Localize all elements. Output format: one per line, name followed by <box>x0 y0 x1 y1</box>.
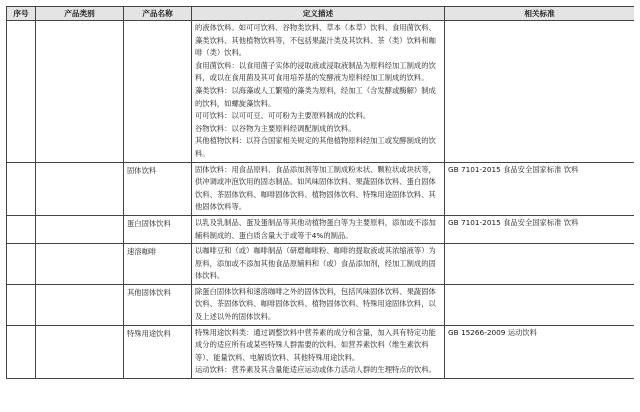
category-cell <box>36 215 124 243</box>
standard-cell <box>445 244 635 285</box>
definition-paragraph: 的液体饮料。如可可饮料、谷物类饮料、草本（本草）饮料、食用菌饮料、藻类饮料、其他植物饮料等，不包括果蔬汁类及其饮料、茶（类）饮料和咖啡（类）饮料。 <box>195 23 436 58</box>
definition-cell <box>192 21 445 163</box>
standard-cell: GB 7101-2015 食品安全国家标准 饮料 <box>445 162 635 215</box>
product-standards-table <box>6 6 634 379</box>
header-product-name: 产品名称 <box>124 7 192 21</box>
product-name-cell: 速溶咖啡 <box>124 244 192 285</box>
product-name-cell: 固体饮料 <box>124 162 192 215</box>
standards-table-page <box>6 6 634 412</box>
serial-cell <box>7 325 36 378</box>
header-related-standard: 相关标准 <box>445 7 635 21</box>
standard-cell <box>445 21 635 163</box>
serial-cell <box>7 215 36 243</box>
definition-cell <box>192 325 445 378</box>
definition-paragraph: 除蛋白固体饮料和速溶咖啡之外的固体饮料，包括风味固体饮料、果蔬固体饮料、茶固体饮料、咖啡固体饮料、植物固体饮料、特殊用途固体饮料，以及上述以外的固体饮料。 <box>195 286 436 322</box>
product-name-cell: 其他固体饮料 <box>124 284 192 325</box>
definition-paragraph: 可可饮料：以可可豆、可可粉为主要原料制成的饮料。 <box>195 111 371 121</box>
serial-cell <box>7 21 36 163</box>
header-definition: 定义描述 <box>192 7 445 21</box>
table-row <box>7 21 635 163</box>
table-row <box>7 325 635 378</box>
definition-paragraph: 食用菌饮料：以食用菌子实体的浸取液或浸取液制品为原料经加工制成的饮料，或以在食用菌及其可食用培养基的发酵液为原料经加工制成的饮料。 <box>195 60 436 83</box>
table-row <box>7 215 635 243</box>
standard-cell <box>445 284 635 325</box>
definition-paragraph: 以咖啡豆和（或）咖啡制品（研磨咖啡粉、咖啡的提取液或其浓缩液等）为原料，添加或不添加其他食品原辅料和（或）食品添加剂，经加工制成的固体饮料。 <box>195 246 436 281</box>
definition-paragraph: 以乳及乳制品、蛋及蛋制品等其他动植物蛋白等为主要原料，添加或不添加辅料制成的、蛋白质含量大于或等于4%的制品。 <box>195 217 436 240</box>
category-cell <box>36 325 124 378</box>
serial-cell <box>7 244 36 285</box>
product-name-cell: 蛋白固体饮料 <box>124 215 192 243</box>
category-cell <box>36 244 124 285</box>
definition-paragraph: 特殊用途饮料类：通过调整饮料中营养素的成分和含量，加入具有特定功能成分的适应所有或某些特殊人群需要的饮料。如营养素饮料（维生素饮料等）、能量饮料、电解质饮料、其他特殊用途饮料。 <box>195 327 436 362</box>
definition-paragraph: 其他植物饮料：以符合国家相关规定的其他植物原料经加工或发酵制成的饮料。 <box>195 136 436 158</box>
product-name-cell: 特殊用途饮料 <box>124 325 192 378</box>
definition-paragraph: 固体饮料：用食品原料、食品添加剂等加工制成粉末状、颗粒状或块状等，供冲调或冲泡饮用的固态制品。如风味固体饮料、果蔬固体饮料、蛋白固体饮料、茶固体饮料、咖啡固体饮料、植物固体饮料、特殊用途固体饮料、其他固体饮料等。 <box>195 164 436 212</box>
serial-cell <box>7 284 36 325</box>
definition-cell <box>192 284 445 325</box>
definition-cell <box>192 162 445 215</box>
category-cell <box>36 284 124 325</box>
standard-cell: GB 15266-2009 运动饮料 <box>445 325 635 378</box>
category-cell <box>36 21 124 163</box>
serial-cell <box>7 162 36 215</box>
category-cell <box>36 162 124 215</box>
definition-paragraph: 藻类饮料：以海藻或人工繁殖的藻类为原料，经加工（含发酵或酶解）制成的饮料，如螺旋藻饮料。 <box>195 85 436 108</box>
definition-paragraph: 运动饮料：营养素及其含量能适应运动或体力活动人群的生理特点的饮料。 <box>195 365 436 375</box>
table-row <box>7 162 635 215</box>
definition-cell <box>192 244 445 285</box>
product-name-cell <box>124 21 192 163</box>
header-product-category: 产品类别 <box>36 7 124 21</box>
table-row <box>7 284 635 325</box>
table-row <box>7 244 635 285</box>
standard-cell: GB 7101-2015 食品安全国家标准 饮料 <box>445 215 635 243</box>
definition-cell <box>192 215 445 243</box>
definition-paragraph: 谷物饮料：以谷物为主要原料经调配制成的饮料。 <box>195 123 356 133</box>
table-header-row <box>7 7 635 21</box>
header-serial-number: 序号 <box>7 7 36 21</box>
